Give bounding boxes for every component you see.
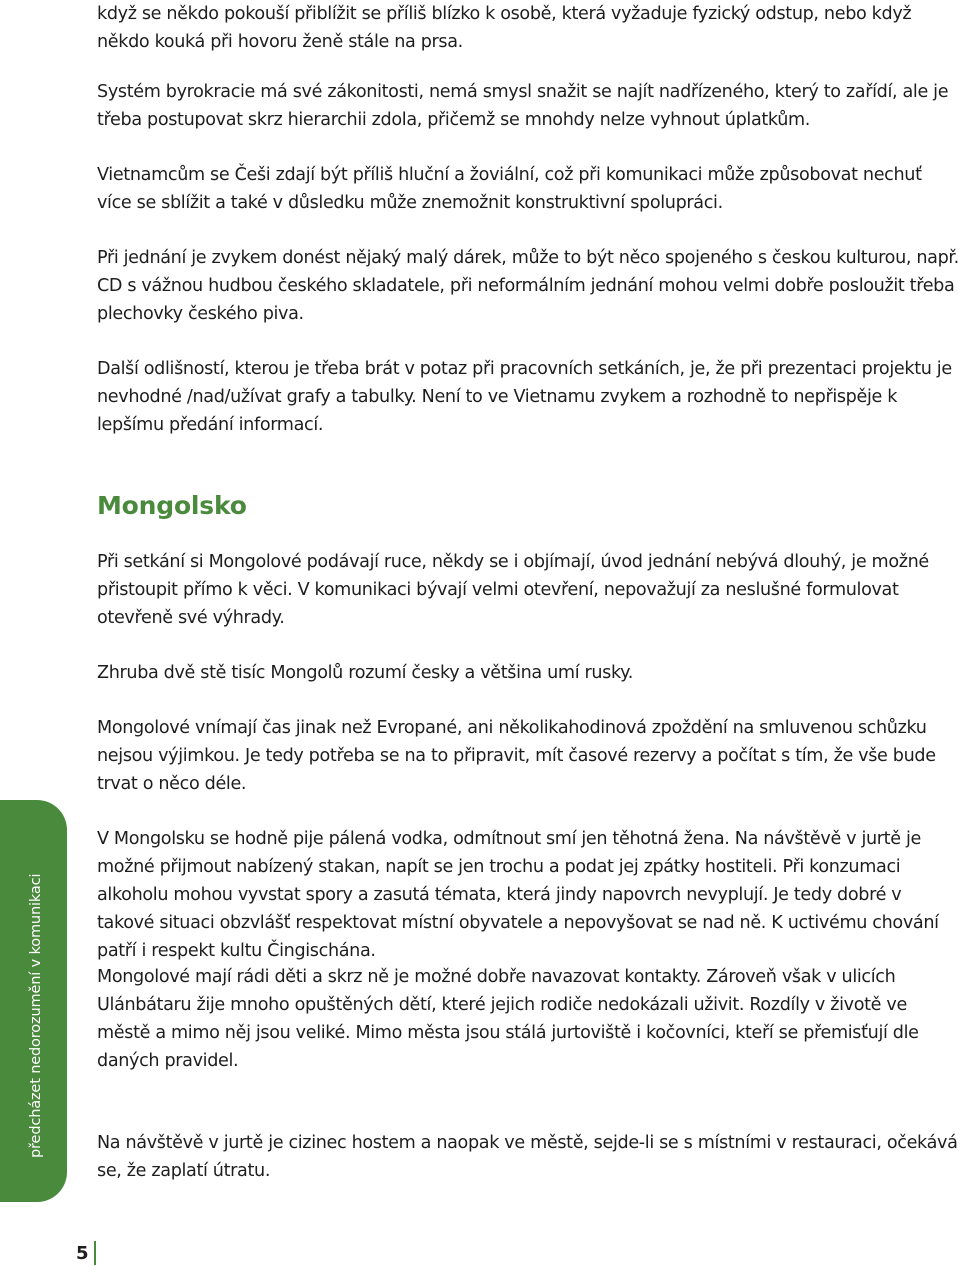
side-tab-label: předcházet nedorozumění v komunikaci [28, 873, 44, 1158]
paragraph: Na návštěvě v jurtě je cizinec hostem a naopak ve městě, sejde-li se s místními v restauraci, očekává se, že zaplatí útratu. [97, 1133, 958, 1181]
paragraph: Mongolové vnímají čas jinak než Evropané, ani několikahodinová zpoždění na smluvenou schůzku nejsou výjimkou. Je tedy potřeba se na to připravit, mít časové rezervy a počítat s tím, že vše bude trvat o něco déle. [97, 718, 936, 794]
section-heading: Mongolsko [97, 491, 247, 520]
paragraph: Vietnamcům se Češi zdají být příliš hluční a žoviální, což při komunikaci může způsobovat nechuť více se sblížit a také v důsledku může znemožnit konstruktivní spolupráci. [97, 165, 922, 213]
paragraph: V Mongolsku se hodně pije pálená vodka, odmítnout smí jen těhotná žena. Na návštěvě v jurtě je možné přijmout nabízený stakan, napít se jen trochu a podat jej zpátky hostiteli. Při konzumaci alkoholu mohou vyvstat spory a zasutá témata, která jindy napovrch nevyplují. Je tedy dobré v takové situaci obzvlášť respektovat místní obyvatele a nepovyšovat se nad ně. K uctivému chování patří i respekt kultu Čingischána. [97, 829, 939, 961]
paragraph: Mongolové mají rádi děti a skrz ně je možné dobře navazovat kontakty. Zároveň však v ulicích Ulánbátaru žije mnoho opuštěných dětí, které jejich rodiče nedokázali uživit. Rozdíly v životě ve městě a mimo něj jsou veliké. Mimo města jsou stálá jurtoviště i kočovníci, kteří se přemisťují dle daných pravidel. [97, 967, 919, 1071]
paragraph: Systém byrokracie má své zákonitosti, nemá smysl snažit se najít nadřízeného, který to zařídí, ale je třeba postupovat skrz hierarchii zdola, přičemž se mnohdy nelze vyhnout úplatkům. [97, 82, 949, 130]
paragraph: když se někdo pokouší přiblížit se příliš blízko k osobě, která vyžaduje fyzický odstup, nebo když někdo kouká při hovoru ženě stále na prsa. [97, 4, 912, 52]
paragraph: Při jednání je zvykem donést nějaký malý dárek, může to být něco spojeného s českou kulturou, např. CD s vážnou hudbou českého skladatele, při neformálním jednání mohou velmi dobře posloužit třeba plechovky českého piva. [97, 248, 959, 324]
page-number: 5 [76, 1243, 89, 1264]
paragraph: Při setkání si Mongolové podávají ruce, někdy se i objímají, úvod jednání nebývá dlouhý, je možné přistoupit přímo k věci. V komunikaci bývají velmi otevření, nepovažují za neslušné formulovat otevřeně své výhrady. [97, 552, 929, 628]
paragraph: Zhruba dvě stě tisíc Mongolů rozumí česky a většina umí rusky. [97, 663, 633, 683]
paragraph: Další odlišností, kterou je třeba brát v potaz při pracovních setkáních, je, že při prezentaci projektu je nevhodné /nad/užívat grafy a tabulky. Není to ve Vietnamu zvykem a rozhodně to nepřispěje k lepšímu předání informací. [97, 359, 952, 435]
page-number-divider [94, 1241, 96, 1265]
